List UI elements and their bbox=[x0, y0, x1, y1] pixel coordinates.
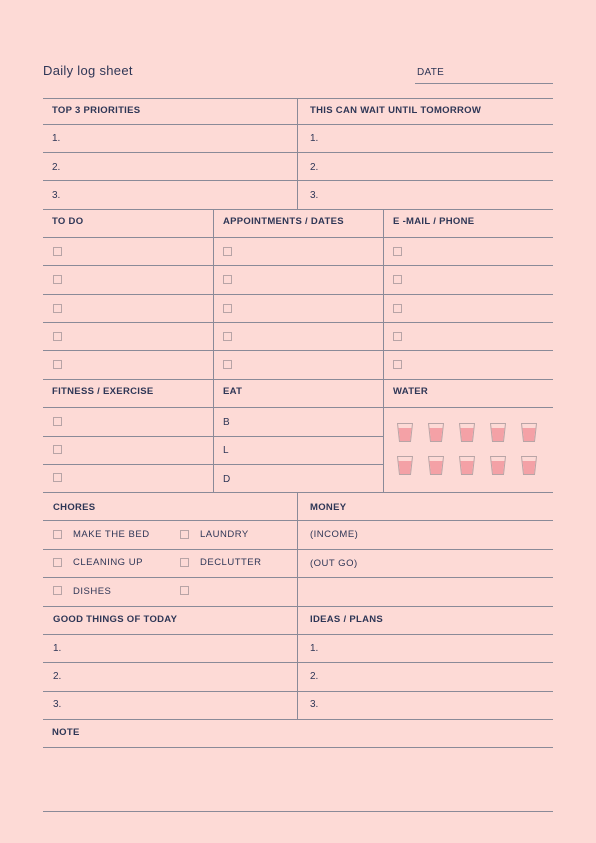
todo-checkbox[interactable] bbox=[53, 332, 62, 341]
chore-checkbox[interactable] bbox=[53, 530, 62, 539]
eat-breakfast[interactable]: B bbox=[223, 417, 230, 428]
email-checkbox[interactable] bbox=[393, 275, 402, 284]
can-wait-item[interactable]: 1. bbox=[310, 133, 319, 144]
email-header: E -MAIL / PHONE bbox=[393, 216, 475, 227]
todo-checkbox[interactable] bbox=[53, 360, 62, 369]
date-line[interactable] bbox=[415, 83, 553, 84]
water-cup-icon[interactable] bbox=[521, 423, 537, 442]
priorities-header: TOP 3 PRIORITIES bbox=[52, 105, 141, 116]
idea-item[interactable]: 2. bbox=[310, 671, 319, 682]
good-thing-item[interactable]: 1. bbox=[53, 643, 62, 654]
chore-checkbox[interactable] bbox=[180, 586, 189, 595]
chore-checkbox[interactable] bbox=[180, 530, 189, 539]
money-header: MONEY bbox=[310, 502, 347, 513]
appointment-checkbox[interactable] bbox=[223, 360, 232, 369]
money-outgo[interactable]: (OUT GO) bbox=[310, 558, 358, 569]
water-cup-icon[interactable] bbox=[490, 423, 506, 442]
water-cup-icon[interactable] bbox=[490, 456, 506, 475]
water-cup-icon[interactable] bbox=[459, 456, 475, 475]
email-checkbox[interactable] bbox=[393, 360, 402, 369]
todo-checkbox[interactable] bbox=[53, 275, 62, 284]
todo-header: TO DO bbox=[52, 216, 84, 227]
ideas-header: IDEAS / PLANS bbox=[310, 614, 384, 625]
chore-label: LAUNDRY bbox=[200, 529, 249, 540]
eat-header: EAT bbox=[223, 386, 243, 397]
fitness-checkbox[interactable] bbox=[53, 417, 62, 426]
good-things-header: GOOD THINGS OF TODAY bbox=[53, 614, 178, 625]
priority-item[interactable]: 2. bbox=[52, 162, 61, 173]
todo-checkbox[interactable] bbox=[53, 247, 62, 256]
appointment-checkbox[interactable] bbox=[223, 332, 232, 341]
good-thing-item[interactable]: 3. bbox=[53, 699, 62, 710]
page-title: Daily log sheet bbox=[43, 63, 133, 78]
appointment-checkbox[interactable] bbox=[223, 304, 232, 313]
appointment-checkbox[interactable] bbox=[223, 247, 232, 256]
todo-checkbox[interactable] bbox=[53, 304, 62, 313]
idea-item[interactable]: 3. bbox=[310, 699, 319, 710]
water-cup-icon[interactable] bbox=[428, 423, 444, 442]
chore-checkbox[interactable] bbox=[53, 586, 62, 595]
water-cup-icon[interactable] bbox=[397, 423, 413, 442]
date-label: DATE bbox=[417, 67, 445, 78]
water-cup-icon[interactable] bbox=[428, 456, 444, 475]
email-checkbox[interactable] bbox=[393, 247, 402, 256]
chore-label: DECLUTTER bbox=[200, 557, 262, 568]
appointments-header: APPOINTMENTS / DATES bbox=[223, 216, 344, 227]
priority-item[interactable]: 3. bbox=[52, 190, 61, 201]
can-wait-header: THIS CAN WAIT UNTIL TOMORROW bbox=[310, 105, 482, 116]
eat-lunch[interactable]: L bbox=[223, 445, 229, 456]
eat-dinner[interactable]: D bbox=[223, 474, 231, 485]
chores-header: CHORES bbox=[53, 502, 96, 513]
email-checkbox[interactable] bbox=[393, 332, 402, 341]
money-income[interactable]: (INCOME) bbox=[310, 529, 359, 540]
email-checkbox[interactable] bbox=[393, 304, 402, 313]
chore-label: CLEANING UP bbox=[73, 557, 143, 568]
note-header: NOTE bbox=[52, 727, 80, 738]
chore-label: MAKE THE BED bbox=[73, 529, 150, 540]
water-cup-icon[interactable] bbox=[397, 456, 413, 475]
good-thing-item[interactable]: 2. bbox=[53, 671, 62, 682]
priority-item[interactable]: 1. bbox=[52, 133, 61, 144]
fitness-checkbox[interactable] bbox=[53, 445, 62, 454]
can-wait-item[interactable]: 3. bbox=[310, 190, 319, 201]
fitness-checkbox[interactable] bbox=[53, 473, 62, 482]
note-area[interactable] bbox=[43, 748, 553, 811]
water-header: WATER bbox=[393, 386, 429, 397]
water-cup-icon[interactable] bbox=[459, 423, 475, 442]
water-cup-icon[interactable] bbox=[521, 456, 537, 475]
fitness-header: FITNESS / EXERCISE bbox=[52, 386, 154, 397]
can-wait-item[interactable]: 2. bbox=[310, 162, 319, 173]
chore-label: DISHES bbox=[73, 586, 112, 597]
chore-checkbox[interactable] bbox=[53, 558, 62, 567]
chore-checkbox[interactable] bbox=[180, 558, 189, 567]
idea-item[interactable]: 1. bbox=[310, 643, 319, 654]
appointment-checkbox[interactable] bbox=[223, 275, 232, 284]
